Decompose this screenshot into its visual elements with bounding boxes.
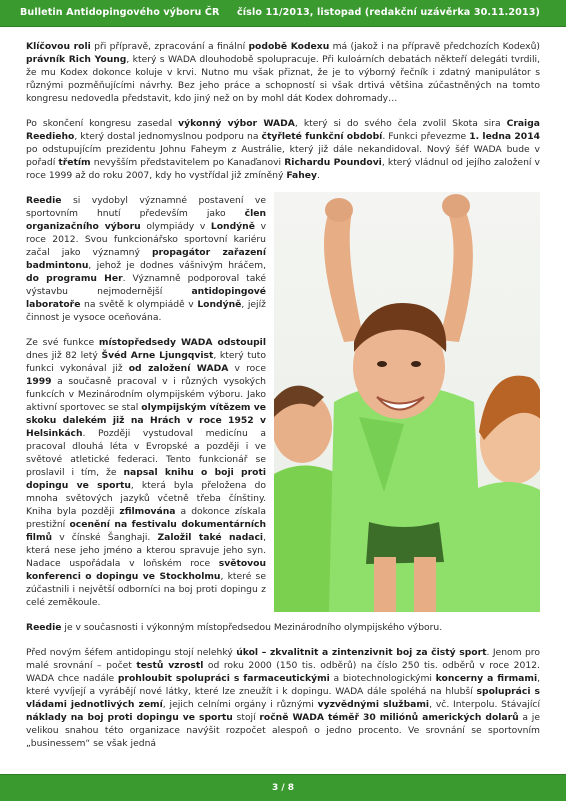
paragraph-5: Reedie je v současnosti i výkonným místopředsedou Mezinárodního olympijského výboru. xyxy=(26,622,443,633)
page-footer xyxy=(0,774,566,801)
paragraph-3: Reedie si vydobyl významné postavení ve sportovním hnutí především jako člen organizačního výboru olympiády v Londýně v roce 2012. Svou funkcionářsko sportovní kariéru začal jako významný propagátor zařazení badmintonu, jehož je dodnes vášnivým hráčem, do programu Her. Významně podporoval také výstavbu nejmodernější antidopingové laboratoře na světě k olympiádě v Londýně, jejíž činnost je vysoce oceňována. xyxy=(26,195,267,323)
children-cheering-photo xyxy=(274,192,540,612)
photo-illustration xyxy=(274,192,540,612)
paragraph-6: Před novým šéfem antidopingu stojí nelehký úkol – zkvalitnit a zintenzivnit boj za čistý sport. Jenom pro malé srovnání – počet testů vzrostl od roku 2000 (150 tis. odběrů) na číslo 250 tis. odběrů v roce 2012. WADA chce nadále prohloubit spolupráci s farmaceutickými a biotechnologickými koncerny a firmami, které vyvíjejí a vyrábějí nové látky, které lze zneužít i k dopingu. WADA dále spoléhá na hlubší spolupráci s vládami jednotlivých zemí, jejich celními orgány i různými vyzvědnými službami, vč. Interpolu. Stávající náklady na boj proti dopingu ve sportu stojí ročně WADA téměř 30 miliónů amerických dolarů a je velikou snahou této organizace navýšit rozpočet alespoň o jedno procento. Ve srovnání se sportovním „businessem“ se však jedná xyxy=(26,647,541,749)
issue-info: číslo 11/2013, listopad (redakční uzávěrka 30.11.2013) xyxy=(237,7,540,18)
page-header xyxy=(0,0,566,27)
paragraph-2: Po skončení kongresu zasedal výkonný výbor WADA, který si do svého čela zvolil Skota sira Craiga Reedieho, který dostal jednomyslnou podporu na čtyřleté funkční období. Funkci převezme 1. ledna 2014 po odstupujícím prezidentu Johnu Faheym z Austrálie, který již dále nekandidoval. Nový šéf WADA bude v pořadí třetím nevyšším představitelem po Kanaďanovi Richardu Poundovi, který vládnul od jejího založení v roce 1999 až do roku 2007, kdy ho vystřídal již zmíněný Fahey. xyxy=(26,118,540,181)
paragraph-4: Ze své funkce místopředsedy WADA odstoupil dnes již 82 letý Švéd Arne Ljungqvist, který tuto funkci vykonával již od založení WADA v roce 1999 a současně pracoval v i různých vysokých funkcích v Mezinárodním olympijském výboru. Jako aktivní sportovec se stal olympijským vítězem ve skoku dalekém již na Hrách v roce 1952 v Helsinkách. Později vystudoval medicínu a pracoval dlouhá léta v Evropské a později i ve světové atletické federaci. Tento funkcionář se proslavil i tím, že napsal knihu o boji proti dopingu ve sportu, která byla přeložena do mnoha světových jazyků včetně třeba čínštiny. Kniha byla později zfilmována a dokonce získala prestižní ocenění na festivalu dokumentárních filmů v čínské Šanghaji. Založil také nadaci, která nese jeho jméno a kterou spravuje jeho syn. Nadace uspořádala v loňském roce světovou konferenci o dopingu ve Stockholmu, které se zúčastnili i největší odborníci na boj proti dopingu z celé zeměkoule. xyxy=(26,337,267,608)
bulletin-title: Bulletin Antidopingového výboru ČR xyxy=(20,7,220,18)
page-number: 3 / 8 xyxy=(271,783,295,793)
paragraph-1: Klíčovou roli při přípravě, zpracování a finální podobě Kodexu má (jakož i na přípravě předchozích Kodexů) právník Rich Young, který s WADA dlouhodobě spolupracuje. Při kuloárních debatách někteří delegáti tvrdili, že mu Kodex dokonce koluje v krvi. Nutno mu však přiznat, že je to výborný řečník i zdatný manipulátor s různými pozměňujícími návrhy. Bez jeho práce a schopností si však drtivá většina zúčastněných na tomto kongresu nedovedla představit, kdo jiný než on by mohl dát Kodex dohromady… xyxy=(26,41,541,104)
article-body xyxy=(26,40,540,762)
